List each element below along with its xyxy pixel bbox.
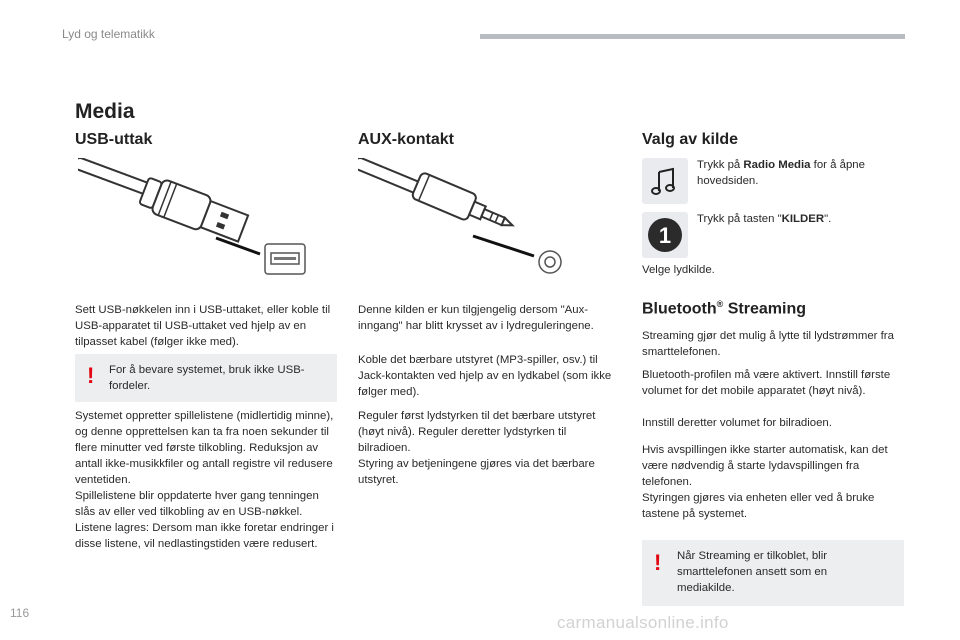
radio-media-tile xyxy=(642,158,688,204)
page-number: 116 xyxy=(10,606,30,620)
select-source-text: Velge lydkilde. xyxy=(642,264,715,276)
bluetooth-warning-box xyxy=(642,540,904,606)
page-title: Media xyxy=(75,100,135,123)
bluetooth-paragraph-1: Streaming gjør det mulig å lytte til lydstrømmer fra smarttelefonen. xyxy=(642,330,894,358)
bluetooth-paragraph-5: Styringen gjøres via enheten eller ved å bruke tastene på systemet. xyxy=(642,492,875,520)
aux-paragraph-2: Koble det bærbare utstyret (MP3-spiller, osv.) til Jack-kontakten ved hjelp av en lydkabel (som ikke følger med). xyxy=(358,354,612,398)
aux-jack-illustration xyxy=(358,158,573,280)
step-kilder: Trykk på tasten "KILDER". xyxy=(697,213,832,225)
step-number-tile xyxy=(642,212,688,258)
bluetooth-paragraph-3: Innstill deretter volumet for bilradioen. xyxy=(642,417,832,429)
aux-paragraph-4: Styring av betjeningene gjøres via det bærbare utstyret. xyxy=(358,458,595,486)
aux-heading: AUX-kontakt xyxy=(358,131,455,148)
source-heading: Valg av kilde xyxy=(642,131,739,148)
watermark: carmanualsonline.info xyxy=(557,613,729,632)
warning-icon: ! xyxy=(654,550,662,575)
step-number: 1 xyxy=(658,223,672,248)
usb-warning-box xyxy=(75,354,337,402)
aux-paragraph-1: Denne kilden er kun tilgjengelig dersom "Aux-inngang" har blitt krysset av i lydreguleringene. xyxy=(358,304,594,332)
bluetooth-warning-text: Når Streaming er tilkoblet, blir smarttelefonen ansett som en mediakilde. xyxy=(677,550,828,594)
aux-paragraph-3: Reguler først lydstyrken til det bærbare utstyret (høyt nivå). Reguler deretter lydstyrken til bilradioen. xyxy=(358,410,596,454)
usb-paragraph-1: Sett USB-nøkkelen inn i USB-uttaket, eller koble til USB-apparatet til USB-uttaket ved hjelp av en tilpasset kabel (følger ikke med). xyxy=(75,304,331,348)
bluetooth-paragraph-4: Hvis avspillingen ikke starter automatisk, kan det være nødvendig å starte lydavspillingen fra telefonen. xyxy=(642,444,888,488)
step-one-icon xyxy=(642,212,688,258)
usb-paragraph-3: Spillelistene blir oppdaterte hver gang tenningen slås av eller ved tilkobling av en USB-nøkkel. Listene lagres: Dersom man ikke foretar endringer i disse listene, vil nedlastingstiden være redusert. xyxy=(75,490,334,550)
usb-heading: USB-uttak xyxy=(75,131,153,148)
usb-warning-text: For å bevare systemet, bruk ikke USB-fordeler. xyxy=(109,364,305,392)
header-bar xyxy=(480,34,905,39)
bluetooth-paragraph-2: Bluetooth-profilen må være aktivert. Innstill første volumet for det mobile apparatet (høyt nivå). xyxy=(642,369,891,397)
usb-paragraph-2: Systemet oppretter spillelistene (midlertidig minne), og denne opprettelsen kan ta fra noen sekunder til flere minutter ved første tilkobling. Reduksjon av antall ikke-musikkfiler og antall registre vil redusere ventetiden. xyxy=(75,410,334,486)
music-note-icon xyxy=(642,158,688,204)
warning-icon: ! xyxy=(87,363,95,388)
section-header: Lyd og telematikk xyxy=(62,27,155,41)
usb-connector-illustration xyxy=(78,158,310,280)
bluetooth-heading: Bluetooth® Streaming xyxy=(642,299,806,318)
step-radio-media: Trykk på Radio Media for å åpne hovedsiden. xyxy=(697,159,865,187)
